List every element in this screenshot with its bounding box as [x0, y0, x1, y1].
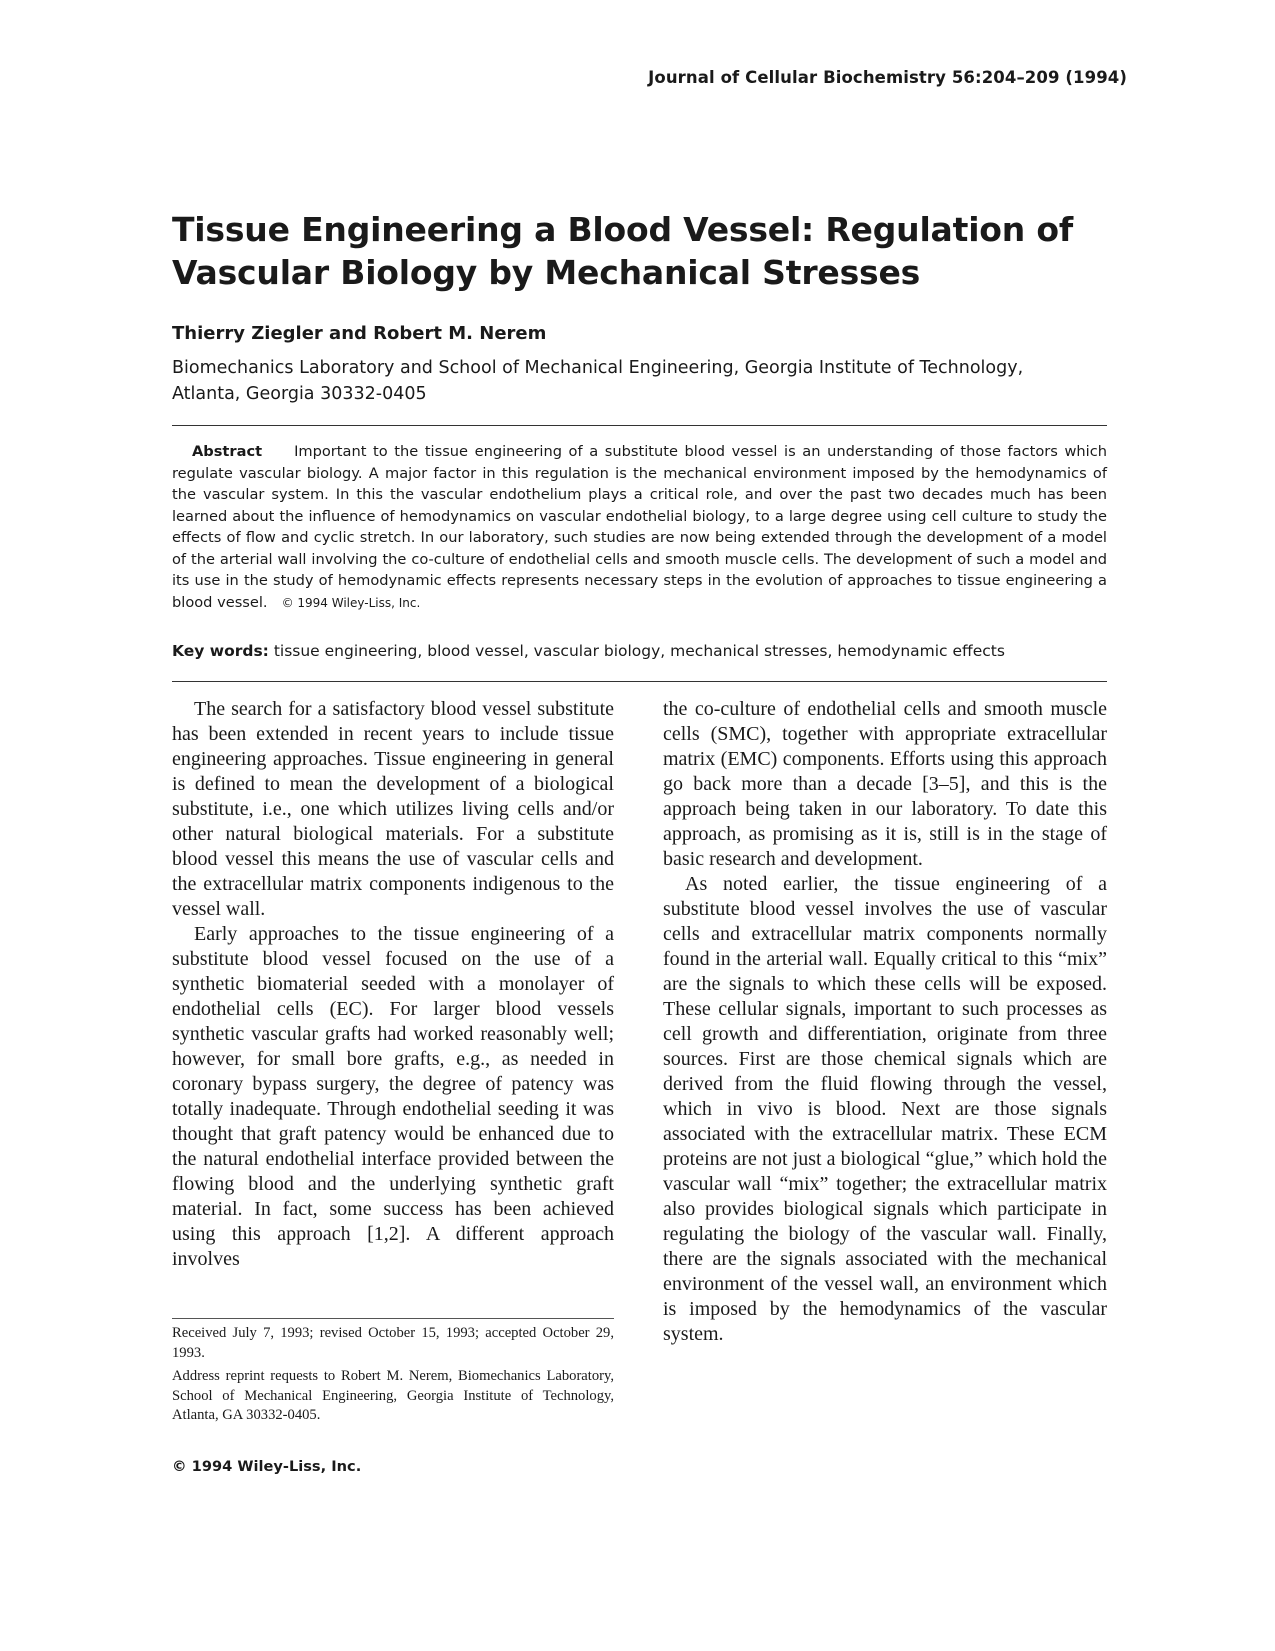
footnote-reprint: Address reprint requests to Robert M. Nerem, Biomechanics Laboratory, School of Mechanical Engineering, Georgia Institute of Technology, Atlanta, GA 30332-0405.: [172, 1368, 614, 1423]
authors: Thierry Ziegler and Robert M. Nerem: [172, 323, 547, 344]
affiliation-line-2: Atlanta, Georgia 30332-0405: [172, 384, 427, 404]
abstract-top-rule: [172, 425, 1107, 426]
body-paragraph: As noted earlier, the tissue engineering of a substitute blood vessel involves the use of vascular cells and extracellular matrix components normally found in the arterial wall. Equally critical to this “mix” are the signals to which these cells will be exposed. These cellular signals, important to such processes as cell growth and differentiation, originate from three sources. First are those chemical signals which are derived from the fluid flowing through the vessel, which in vivo is blood. Next are those signals associated with the extracellular matrix. These ECM proteins are not just a biological “glue,” which hold the vascular wall “mix” together; the extracellular matrix also provides biological signals which participate in regulating the biology of the vascular wall. Finally, there are the signals associated with the mechanical environment of the vessel wall, an environment which is imposed by the hemodynamics of the vascular system.: [663, 873, 1107, 1345]
affiliation: [172, 355, 1072, 407]
abstract-text: Important to the tissue engineering of a substitute blood vessel is an understanding of those factors which regulate vascular biology. A major factor in this regulation is the mechanical environment imposed by the hemodynamics of the vascular system. In this the vascular endothelium plays a critical role, and over the past two decades much has been learned about the influence of hemodynamics on vascular endothelial biology, to a large degree using cell culture to study the effects of flow and cyclic stretch. In our laboratory, such studies are now being extended through the development of a model of the arterial wall involving the co-culture of endothelial cells and smooth muscle cells. The development of such a model and its use in the study of hemodynamic effects represents necessary steps in the evolution of approaches to tissue engineering a blood vessel.: [172, 443, 1107, 611]
affiliation-line-1: Biomechanics Laboratory and School of Mechanical Engineering, Georgia Institute of Technology,: [172, 358, 1024, 378]
footnotes: [172, 1324, 614, 1430]
article-title: [172, 208, 1132, 294]
abstract-bottom-rule: [172, 681, 1107, 682]
body-right-column: [663, 697, 1107, 1347]
keywords-text: tissue engineering, blood vessel, vascular biology, mechanical stresses, hemodynamic effects: [273, 642, 1005, 660]
journal-citation: Journal of Cellular Biochemistry 56:204–209 (1994): [648, 68, 1127, 87]
body-left-column: [172, 697, 614, 1272]
keywords: [172, 642, 1005, 660]
abstract-copyright: © 1994 Wiley-Liss, Inc.: [281, 595, 421, 610]
title-line-2: Vascular Biology by Mechanical Stresses: [172, 253, 921, 292]
footnote-received: Received July 7, 1993; revised October 15, 1993; accepted October 29, 1993.: [172, 1325, 614, 1361]
abstract: [172, 441, 1107, 614]
body-paragraph: the co-culture of endothelial cells and smooth muscle cells (SMC), together with appropriate extracellular matrix (EMC) components. Efforts using this approach go back more than a decade [3–5], and this is the approach being taken in our laboratory. To date this approach, as promising as it is, still is in the stage of basic research and development.: [663, 698, 1107, 870]
body-paragraph: Early approaches to the tissue engineering of a substitute blood vessel focused on the use of a synthetic biomaterial seeded with a monolayer of endothelial cells (EC). For larger blood vessels synthetic vascular grafts had worked reasonably well; however, for small bore grafts, e.g., as needed in coronary bypass surgery, the degree of patency was totally inadequate. Through endothelial seeding it was thought that graft patency would be enhanced due to the natural endothelial interface provided between the flowing blood and the underlying synthetic graft material. In fact, some success has been achieved using this approach [1,2]. A different approach involves: [172, 923, 614, 1270]
keywords-label: Key words:: [172, 642, 269, 660]
abstract-label: Abstract: [192, 443, 263, 460]
body-paragraph: The search for a satisfactory blood vessel substitute has been extended in recent years to include tissue engineering approaches. Tissue engineering in general is defined to mean the development of a biological substitute, i.e., one which utilizes living cells and/or other natural biological materials. For a substitute blood vessel this means the use of vascular cells and the extracellular matrix components indigenous to the vessel wall.: [172, 698, 614, 920]
title-line-1: Tissue Engineering a Blood Vessel: Regulation of: [172, 210, 1073, 249]
footnote-rule: [172, 1318, 614, 1319]
publisher-copyright: © 1994 Wiley-Liss, Inc.: [172, 1458, 362, 1475]
